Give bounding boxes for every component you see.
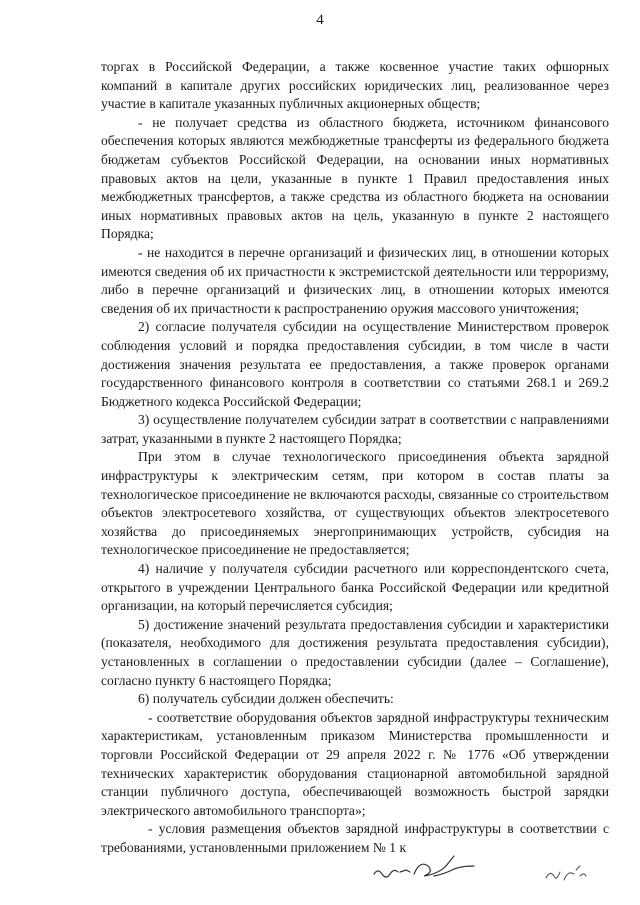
paragraph: - условия размещения объектов зарядной инфраструктуры в соответствии с требованиями, установленными приложением № 1 к (101, 821, 609, 855)
signature-mark (370, 852, 480, 886)
paragraph: - не находится в перечне организаций и физических лиц, в отношении которых имеются сведения об их причастности к экстремистской деятельности или терроризму, либо в перечне организаций и физических лиц, в отношении которых имеются сведения об их причастности к распространению оружия массового уничтожения; (101, 244, 609, 316)
page-number: 4 (316, 12, 324, 28)
paragraph: 3) осуществление получателем субсидии затрат в соответствии с направлениями затрат, указанными в пункте 2 настоящего Порядка; (101, 412, 609, 446)
paragraph: 4) наличие у получателя субсидии расчетного или корреспондентского счета, открытого в учреждении Центрального банка Российской Федерации или кредитной организации, на который перечисляется субсидия; (101, 561, 609, 614)
initials-mark (540, 858, 590, 888)
document-body (101, 58, 609, 858)
paragraph: При этом в случае технологического присоединения объекта зарядной инфраструктуры к электрическим сетям, при котором в состав платы за технологическое присоединение не включаются расходы, связанные со строительством объектов электросетевого хозяйства, от существующих объектов электросетевого хозяйства до присоединяемых энергопринимающих устройств, субсидия на технологическое присоединение не предоставляется; (101, 449, 609, 558)
paragraph: торгах в Российской Федерации, а также косвенное участие таких офшорных компаний в капитале других российских юридических лиц, реализованное через участие в капитале указанных публичных акционерных обществ; (101, 59, 609, 112)
paragraph: - соответствие оборудования объектов зарядной инфраструктуры техническим характеристикам, установленным приказом Министерства промышленности и торговли Российской Федерации от 29 апреля 2022 г. № 1776 «Об утверждении технических характеристик оборудования стационарной автомобильной зарядной станции публичного доступа, обеспечивающей возможность быстрой зарядки электрического автомобильного транспорта»; (101, 709, 609, 818)
paragraph: - не получает средства из областного бюджета, источником финансового обеспечения которых являются межбюджетные трансферты из федерального бюджета бюджетам субъектов Российской Федерации, на основании иных нормативных правовых актов на цели, указанные в пункте 1 Правил предоставления иных межбюджетных трансфертов, а также средства из областного бюджета на основании иных нормативных правовых актов на цель, указанную в пункте 2 настоящего Порядка; (101, 114, 609, 242)
paragraph: 5) достижение значений результата предоставления субсидии и характеристики (показателя, необходимого для достижения результата предоставления субсидии), установленных в соглашении о предоставлении субсидии (далее – Соглашение), согласно пункту 6 настоящего Порядка; (101, 616, 609, 688)
paragraph: 6) получатель субсидии должен обеспечить: (138, 691, 394, 707)
paragraph: 2) согласие получателя субсидии на осуществление Министерством проверок соблюдения условий и порядка предоставления субсидии, в том числе в части достижения значения результата ее предоставления, а также проверок органами государственного финансового контроля в соответствии со статьями 268.1 и 269.2 Бюджетного кодекса Российской Федерации; (101, 319, 609, 409)
